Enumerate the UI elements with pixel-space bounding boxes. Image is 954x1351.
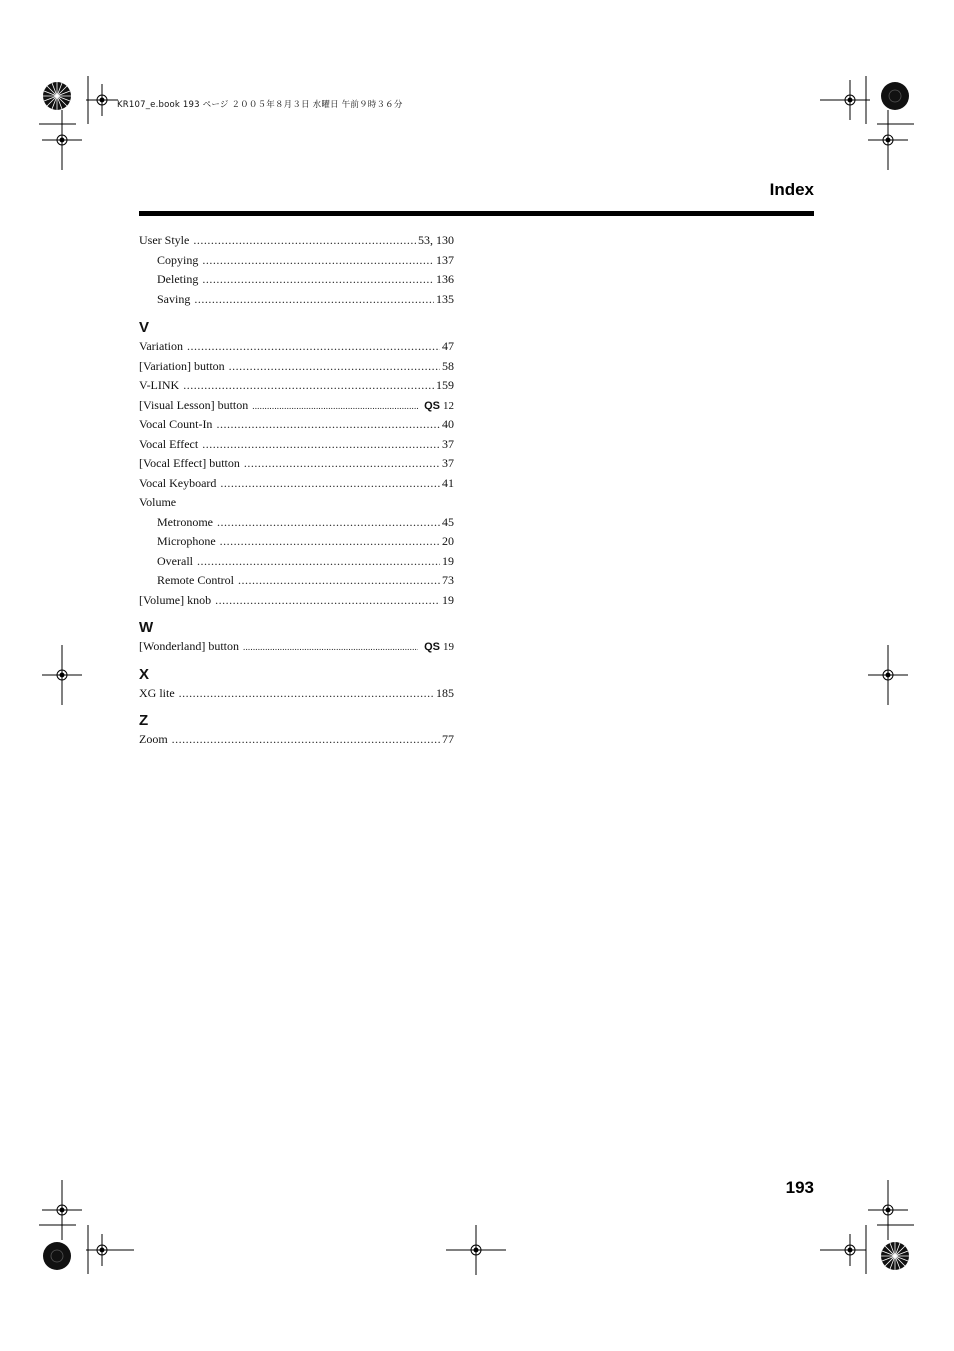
index-entry: Vocal Count-In ..... 40	[139, 415, 454, 435]
index-entry: Vocal Keyboard ..... 41	[139, 474, 454, 494]
letter-heading-x: X	[139, 665, 150, 683]
index-entry: [Volume] knob ..... 19	[139, 591, 454, 611]
index-entry: Vocal Effect ..... 37	[139, 435, 454, 455]
index-subentry: Saving ..... 135	[139, 290, 454, 310]
letter-heading-v: V	[139, 319, 150, 336]
section-title: Index	[769, 180, 814, 199]
qs-badge: QS	[424, 641, 440, 653]
index-entry: V-LINK ..... 159	[139, 376, 454, 396]
index-entry: [Visual Lesson] button ..... QS 12	[139, 396, 454, 416]
index-subentry: Remote Control ..... 73	[139, 571, 454, 591]
index-entry: [Variation] button ..... 58	[139, 357, 454, 377]
index-subentry: Copying ..... 137	[139, 251, 454, 271]
index-column	[139, 231, 454, 750]
index-entry: [Wonderland] button ..... QS 19	[139, 637, 454, 657]
index-entry: Variation ..... 47	[139, 337, 454, 357]
page-number: 193	[785, 1178, 814, 1197]
qs-badge: QS	[424, 399, 440, 412]
index-entry: User Style ..... 53, 130	[139, 231, 454, 251]
index-entry: [Vocal Effect] button ..... 37	[139, 454, 454, 474]
index-entry: XG lite ..... 185	[139, 684, 454, 704]
index-subentry: Microphone ..... 20	[139, 532, 454, 552]
index-subentry: Deleting ..... 136	[139, 270, 454, 290]
index-subentry: Overall ..... 19	[139, 552, 454, 572]
index-subentry: Metronome ..... 45	[139, 513, 454, 533]
print-header: KR107_e.book 193 ページ ２００５年８月３日 水曜日 午前９時３６分	[117, 100, 403, 110]
index-entry: Zoom ..... 77	[139, 730, 454, 750]
title-rule	[139, 211, 814, 216]
letter-heading-z: Z	[139, 712, 149, 729]
letter-heading-w: W	[139, 619, 154, 636]
index-entry: Volume	[139, 495, 177, 509]
